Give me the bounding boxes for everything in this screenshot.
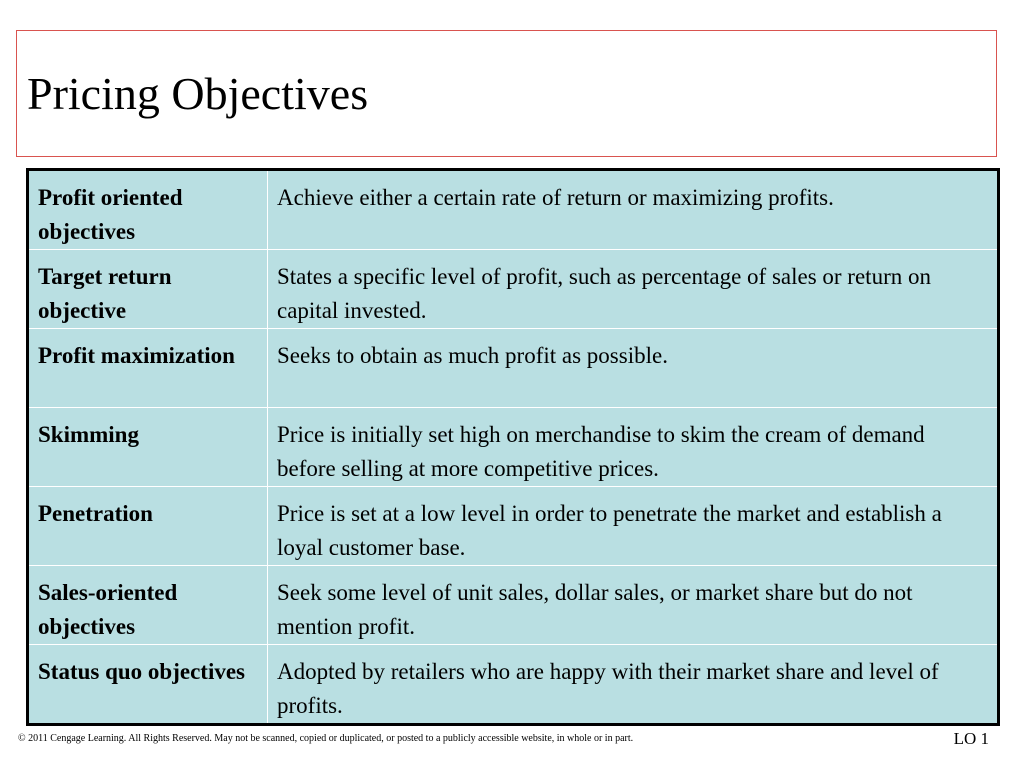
table-row bbox=[28, 487, 999, 566]
title-frame bbox=[16, 30, 997, 157]
objective-term: Profit maximization bbox=[28, 329, 268, 408]
objective-term: Skimming bbox=[28, 408, 268, 487]
objective-definition: Price is initially set high on merchandise to skim the cream of demand before selling at more competitive prices. bbox=[268, 408, 999, 487]
pricing-objectives-table bbox=[26, 168, 1000, 726]
table-row bbox=[28, 566, 999, 645]
learning-objective-code: LO 1 bbox=[953, 729, 989, 748]
objective-term: Penetration bbox=[28, 487, 268, 566]
objective-term: Target return objective bbox=[28, 250, 268, 329]
objective-definition: Price is set at a low level in order to penetrate the market and establish a loyal customer base. bbox=[268, 487, 999, 566]
table-row bbox=[28, 329, 999, 408]
copyright-notice: © 2011 Cengage Learning. All Rights Reserved. May not be scanned, copied or duplicated, or posted to a publicly accessible website, in whole or in part. bbox=[18, 733, 634, 744]
objective-definition: Seek some level of unit sales, dollar sales, or market share but do not mention profit. bbox=[268, 566, 999, 645]
objective-definition: Adopted by retailers who are happy with their market share and level of profits. bbox=[268, 645, 999, 725]
objective-definition: States a specific level of profit, such as percentage of sales or return on capital invested. bbox=[268, 250, 999, 329]
objective-term: Profit oriented objectives bbox=[28, 170, 268, 250]
slide-title: Pricing Objectives bbox=[27, 68, 369, 119]
table-row bbox=[28, 250, 999, 329]
table-row bbox=[28, 408, 999, 487]
table-row bbox=[28, 645, 999, 725]
objective-term: Status quo objectives bbox=[28, 645, 268, 725]
table-row bbox=[28, 170, 999, 250]
objective-definition: Achieve either a certain rate of return or maximizing profits. bbox=[268, 170, 999, 250]
objective-term: Sales-oriented objectives bbox=[28, 566, 268, 645]
objective-definition: Seeks to obtain as much profit as possible. bbox=[268, 329, 999, 408]
